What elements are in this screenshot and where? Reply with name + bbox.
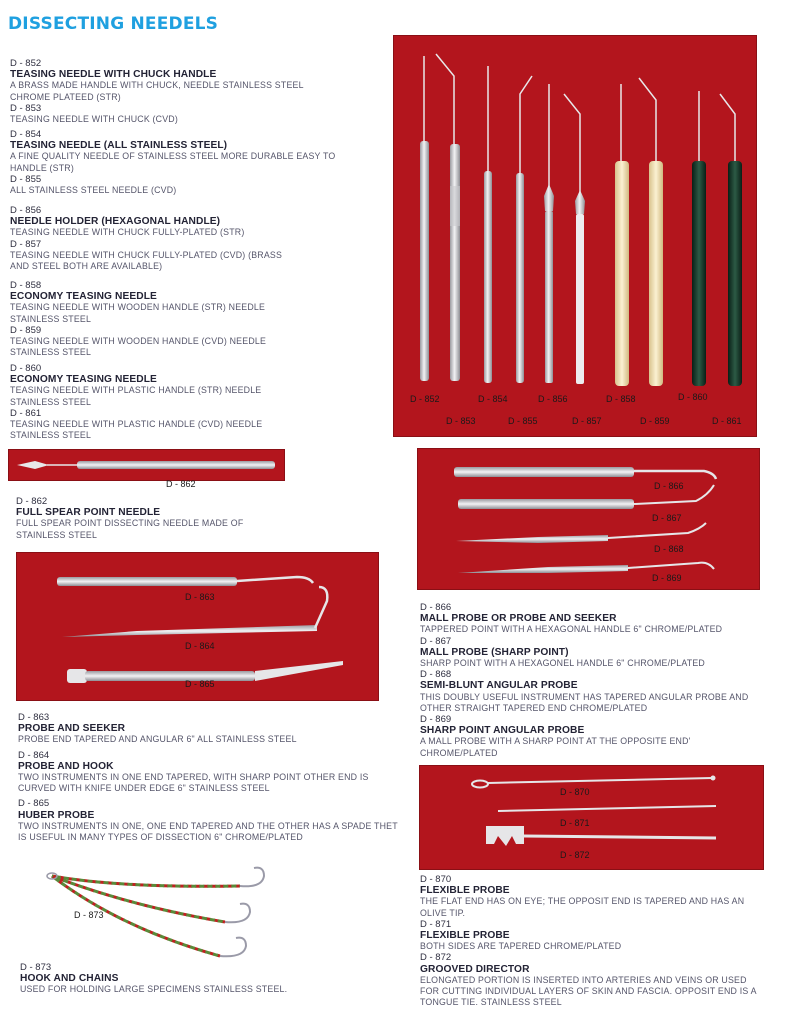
item-name: MALL PROBE (SHARP POINT) — [420, 646, 569, 658]
item-code: D - 856 — [10, 205, 42, 216]
item-desc: TEASING NEEDLE WITH CHUCK (CVD) — [10, 114, 178, 125]
probe-d871 — [498, 806, 716, 811]
item-code: D - 854 — [10, 129, 42, 140]
hook-icon — [220, 868, 264, 957]
needle-d861 — [720, 94, 742, 386]
product-photo-spear-needle — [8, 449, 285, 481]
item-desc: BOTH SIDES ARE TAPERED CHROME/PLATED — [420, 941, 622, 952]
item-desc: A FINE QUALITY NEEDLE OF STAINLESS STEEL MORE DURABLE EASY TO HANDLE (STR) — [10, 151, 336, 173]
label-d853: D - 853 — [446, 416, 476, 426]
label-d872: D - 872 — [560, 850, 590, 860]
item-desc: TEASING NEEDLE WITH WOODEN HANDLE (STR) NEEDLE STAINLESS STEEL — [10, 302, 266, 324]
probe-d868 — [456, 523, 706, 543]
item-desc: THIS DOUBLY USEFUL INSTRUMENT HAS TAPERED ANGULAR PROBE AND OTHER STRAIGHT TAPERED END CHROME/PLATED — [420, 691, 749, 713]
label-d868: D - 868 — [654, 544, 684, 554]
item-name: SHARP POINT ANGULAR PROBE — [420, 725, 585, 737]
label-d871: D - 871 — [560, 818, 590, 828]
item-code: D - 859 — [10, 324, 42, 336]
item-code: D - 866 — [420, 602, 452, 613]
label-d862: D - 862 — [166, 479, 196, 489]
label-d856: D - 856 — [538, 394, 568, 404]
item-desc: TEASING NEEDLE WITH CHUCK FULLY-PLATED (CVD) (BRASS AND STEEL BOTH ARE AVAILABLE) — [10, 249, 283, 272]
label-d859: D - 859 — [640, 416, 670, 426]
item-desc: FULL SPEAR POINT DISSECTING NEEDLE MADE OF STAINLESS STEEL — [16, 518, 244, 540]
item-name: ECONOMY TEASING NEEDLE — [10, 291, 157, 303]
item-name: HUBER PROBE — [18, 809, 95, 821]
group-860-861 — [10, 363, 390, 441]
spear-needle-illustration — [9, 450, 284, 480]
group-856-857 — [10, 205, 390, 272]
group-866-869 — [420, 602, 765, 759]
item-desc: A MALL PROBE WITH A SHARP POINT AT THE OPPOSITE END' CHROME/PLATED — [420, 736, 691, 758]
item-name: TEASING NEEDLE (ALL STAINLESS STEEL) — [10, 140, 228, 152]
group-852-853 — [10, 58, 390, 125]
needles-illustration — [394, 36, 756, 436]
label-d863: D - 863 — [185, 592, 215, 602]
page-title: DISSECTING NEEDELS — [8, 14, 219, 34]
product-photo-mall-probes — [417, 448, 760, 590]
item-desc: TEASING NEEDLE WITH CHUCK FULLY-PLATED (STR) — [10, 227, 245, 238]
item-code: D - 862 — [16, 496, 48, 507]
item-name: GROOVED DIRECTOR — [420, 963, 530, 975]
item-code: D - 872 — [420, 952, 452, 964]
item-name: PROBE AND SEEKER — [18, 723, 126, 735]
item-code: D - 870 — [420, 874, 452, 885]
product-photo-teasing-needles — [393, 35, 757, 437]
product-photo-probes — [16, 552, 379, 701]
item-code: D - 852 — [10, 58, 42, 69]
item-desc: ALL STAINLESS STEEL NEEDLE (CVD) — [10, 185, 177, 196]
needle-d856 — [544, 84, 554, 383]
probes-illustration — [17, 553, 378, 700]
product-photo-flexible-probes — [419, 765, 764, 870]
item-code: D - 864 — [18, 749, 50, 761]
item-name: SEMI-BLUNT ANGULAR PROBE — [420, 680, 578, 692]
item-name: FLEXIBLE PROBE — [420, 885, 510, 897]
item-name: FULL SPEAR POINT NEEDLE — [16, 507, 161, 519]
needle-d852 — [420, 56, 429, 381]
label-d869: D - 869 — [652, 573, 682, 583]
label-d861: D - 861 — [712, 416, 742, 426]
item-code: D - 871 — [420, 918, 452, 930]
probe-d870 — [472, 776, 716, 788]
item-name: HOOK AND CHAINS — [20, 973, 119, 985]
item-desc: TEASING NEEDLE WITH WOODEN HANDLE (CVD) NEEDLE STAINLESS STEEL — [10, 336, 267, 358]
label-d860: D - 860 — [678, 392, 708, 402]
item-desc: A BRASS MADE HANDLE WITH CHUCK, NEEDLE STAINLESS STEEL CHROME PLATEED (STR) — [10, 80, 304, 102]
group-870-872 — [420, 874, 770, 1008]
label-d865: D - 865 — [185, 679, 215, 689]
item-code: D - 869 — [420, 714, 452, 726]
needle-d853 — [436, 54, 460, 381]
item-name: TEASING NEEDLE WITH CHUCK HANDLE — [10, 69, 217, 81]
label-d857: D - 857 — [572, 416, 602, 426]
probe-d866 — [454, 467, 716, 479]
needle-d858 — [615, 84, 629, 386]
label-d864: D - 864 — [185, 641, 215, 651]
item-code: D - 863 — [18, 712, 50, 723]
item-code: D - 861 — [10, 407, 42, 419]
label-d873: D - 873 — [74, 910, 104, 920]
director-d872 — [486, 826, 716, 846]
item-desc: USED FOR HOLDING LARGE SPECIMENS STAINLESS STEEL. — [20, 984, 288, 995]
item-code: D - 853 — [10, 102, 42, 114]
item-desc: TEASING NEEDLE WITH PLASTIC HANDLE (STR) NEEDLE STAINLESS STEEL — [10, 385, 262, 407]
item-code: D - 868 — [420, 669, 452, 681]
item-desc: TWO INSTRUMENTS IN ONE, ONE END TAPERED AND THE OTHER HAS A SPADE THET IS USEFUL IN MANY TYPES OF DISSECTION 6" CHROME/PLATED — [18, 820, 398, 843]
flexible-probes-illustration — [420, 766, 763, 869]
item-name: MALL PROBE OR PROBE AND SEEKER — [420, 613, 617, 625]
probe-d869 — [458, 563, 714, 573]
item-code: D - 867 — [420, 635, 452, 647]
item-name: FLEXIBLE PROBE — [420, 930, 510, 942]
item-code: D - 873 — [20, 962, 52, 973]
group-862 — [16, 496, 376, 541]
mall-probes-illustration — [418, 449, 759, 589]
needle-d857 — [564, 94, 585, 384]
item-code: D - 860 — [10, 363, 42, 374]
probe-d863 — [57, 577, 313, 586]
group-858-859 — [10, 280, 390, 358]
item-code: D - 855 — [10, 173, 42, 185]
label-d867: D - 867 — [652, 513, 682, 523]
group-863-865 — [18, 712, 408, 843]
group-854-855 — [10, 129, 390, 196]
needle-d862 — [17, 461, 275, 469]
needle-d860 — [692, 91, 706, 386]
item-code: D - 858 — [10, 280, 42, 291]
label-d866: D - 866 — [654, 481, 684, 491]
item-desc: TWO INSTRUMENTS IN ONE END TAPERED, WITH SHARP POINT OTHER END IS CURVED WITH KNIFE UNDER EDGE 6" STAINLESS STEEL — [18, 772, 369, 794]
item-desc: PROBE END TAPERED AND ANGULAR 6" ALL STAINLESS STEEL — [18, 734, 297, 745]
item-desc: TEASING NEEDLE WITH PLASTIC HANDLE (CVD) NEEDLE STAINLESS STEEL — [10, 419, 263, 441]
label-d858: D - 858 — [606, 394, 636, 404]
item-desc: THE FLAT END HAS ON EYE; THE OPPOSIT END IS TAPERED AND HAS AN OLIVE TIP. — [420, 896, 745, 918]
item-name: ECONOMY TEASING NEEDLE — [10, 374, 157, 386]
item-desc: TAPPERED POINT WITH A HEXAGONAL HANDLE 6" CHROME/PLATED — [420, 624, 723, 635]
label-d870: D - 870 — [560, 787, 590, 797]
item-name: PROBE AND HOOK — [18, 760, 114, 772]
item-code: D - 865 — [18, 798, 50, 810]
item-desc: ELONGATED PORTION IS INSERTED INTO ARTERIES AND VEINS OR USED FOR CUTTING INDIVIDUAL LAYERS OF SKIN AND FASCIA. OPPOSIT END IS A TONGUE TIE. STAINLESS STEEL — [420, 974, 757, 1008]
item-name: NEEDLE HOLDER (HEXAGONAL HANDLE) — [10, 216, 221, 228]
label-d852: D - 852 — [410, 394, 440, 404]
needle-d854 — [484, 66, 492, 383]
needle-d859 — [639, 78, 663, 386]
item-code: D - 857 — [10, 238, 42, 250]
item-desc: SHARP POINT WITH A HEXAGONEL HANDLE 6" CHROME/PLATED — [420, 658, 705, 669]
label-d854: D - 854 — [478, 394, 508, 404]
needle-d855 — [516, 76, 532, 383]
label-d855: D - 855 — [508, 416, 538, 426]
